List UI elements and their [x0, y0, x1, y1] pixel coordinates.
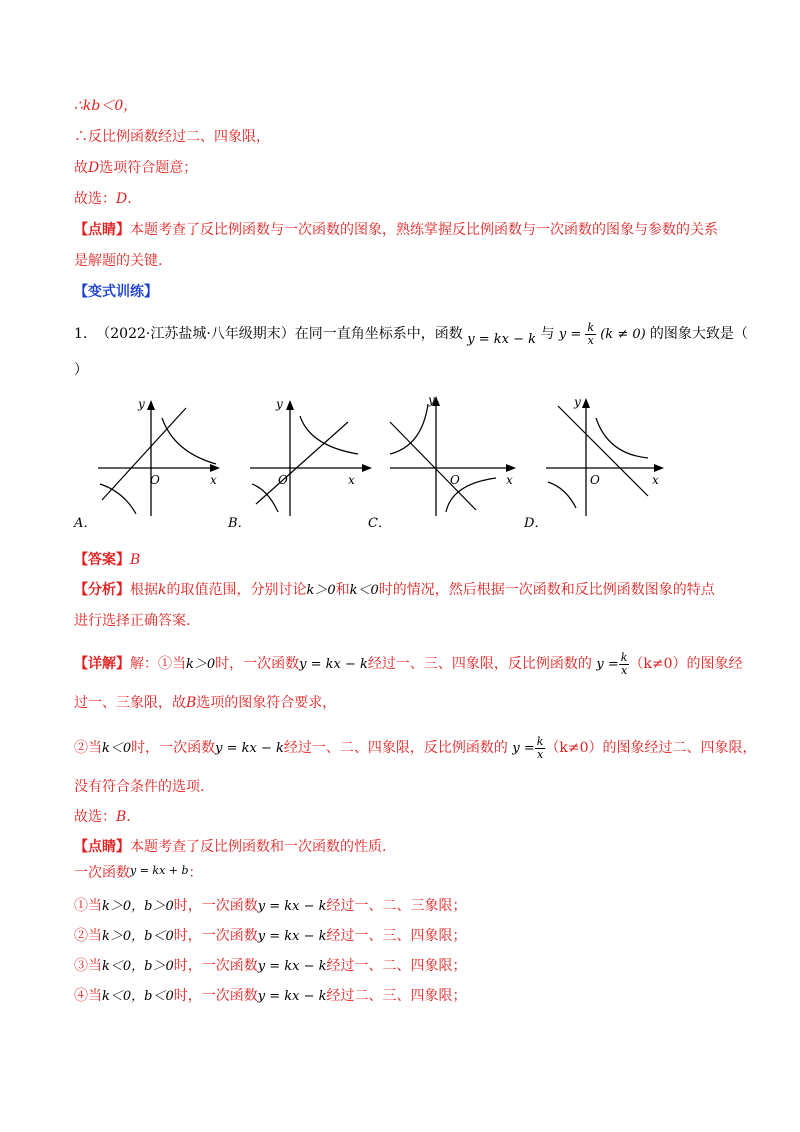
- origin-label: O: [150, 473, 160, 487]
- question-inverse-function: y = $\frac{k}{x}$ (k ≠ 0): [558, 321, 646, 347]
- svg-text:O: O: [590, 473, 600, 487]
- x-arrow-icon: [362, 464, 372, 472]
- question-close-paren: ）: [74, 362, 88, 378]
- svg-text:x: x: [348, 473, 355, 487]
- line-quadrants: ∴反比例函数经过二、四象限，: [74, 129, 270, 145]
- y-arrow-icon: [147, 400, 155, 410]
- svg-text:y: y: [428, 393, 435, 407]
- summary-intro: 一次函数$^{y = kx + b}$：: [74, 864, 203, 881]
- comment-line-1: 【点睛】本题考查了反比例函数与一次函数的图象，熟练掌握反比例函数与一次函数的图象与参数的关系: [74, 222, 718, 238]
- svg-text:x: x: [506, 473, 513, 487]
- line-kb-negative: ∴kb＜0，: [74, 98, 138, 114]
- option-d-graph: [544, 392, 674, 517]
- detail-line-4: 没有符合条件的选项.: [74, 779, 205, 795]
- option-c-graph: [388, 392, 523, 517]
- svg-text:y: y: [276, 397, 283, 411]
- option-d-label[interactable]: D．: [524, 516, 548, 531]
- analysis-line-2: 进行选择正确答案.: [74, 613, 191, 629]
- detail-line-2: 过一、三象限，故B选项的图象符合要求，: [74, 695, 337, 711]
- x-label: x: [210, 473, 217, 487]
- summary-rule-3: ③当k＜0，b＞0时，一次函数y = kx − k经过一、二、四象限；: [74, 958, 467, 974]
- x-arrow-icon: [654, 464, 664, 472]
- summary-line: 【点睛】本题考查了反比例函数和一次函数的性质.: [74, 839, 387, 855]
- option-b-label[interactable]: B．: [228, 516, 251, 531]
- y-label: y: [138, 397, 145, 411]
- x-arrow-icon: [506, 464, 516, 472]
- line-option-d-fits: 故D选项符合题意；: [74, 160, 198, 176]
- training-heading: 【变式训练】: [74, 284, 158, 300]
- summary-rule-4: ④当k＜0，b＜0时，一次函数y = kx − k经过二、三、四象限；: [74, 988, 467, 1004]
- option-a-graph: [96, 392, 226, 517]
- comment-line-2: 是解题的关键.: [74, 253, 163, 269]
- summary-rule-1: ①当k＞0，b＞0时，一次函数y = kx − k经过一、二、三象限；: [74, 898, 467, 914]
- option-a-label[interactable]: A．: [74, 516, 97, 531]
- y-arrow-icon: [582, 398, 590, 408]
- svg-text:x: x: [652, 473, 659, 487]
- summary-rule-2: ②当k＞0，b＜0时，一次函数y = kx − k经过一、三、四象限；: [74, 928, 467, 944]
- hyperbola-branch-lower: [100, 484, 136, 514]
- x-arrow-icon: [210, 464, 220, 472]
- svg-text:O: O: [450, 473, 460, 487]
- svg-text:O: O: [278, 473, 288, 487]
- detail-line-5: 故选：B.: [74, 809, 131, 825]
- y-arrow-icon: [286, 400, 294, 410]
- svg-text:y: y: [574, 395, 581, 409]
- detail-line-1: 【详解】解：①当k＞0时，一次函数y = kx − k经过一、三、四象限，反比例函数的 y = $\frac{k}{x}$ （k≠0）的图象经: [74, 651, 743, 677]
- option-c-label[interactable]: C．: [368, 516, 391, 531]
- detail-line-3: ②当k＜0时，一次函数y = kx − k经过一、二、四象限，反比例函数的 y = $\frac{k}{x}$ （k≠0）的图象经过二、四象限，: [74, 735, 757, 761]
- question-stem: 1. （2022·江苏盐城·八年级期末）在同一直角坐标系中，函数 y = kx − k 与 y = $\frac{k}{x}$ (k ≠ 0) 的图象大致是（: [74, 321, 748, 347]
- answer-line: 【答案】B: [74, 552, 141, 568]
- linear-function-line: [102, 408, 186, 500]
- analysis-line-1: 【分析】根据k的取值范围，分别讨论k＞0和k＜0时的情况，然后根据一次函数和反比例函数图象的特点: [74, 582, 715, 598]
- line-choose-d: 故选：D.: [74, 191, 132, 207]
- option-b-graph: [248, 392, 378, 517]
